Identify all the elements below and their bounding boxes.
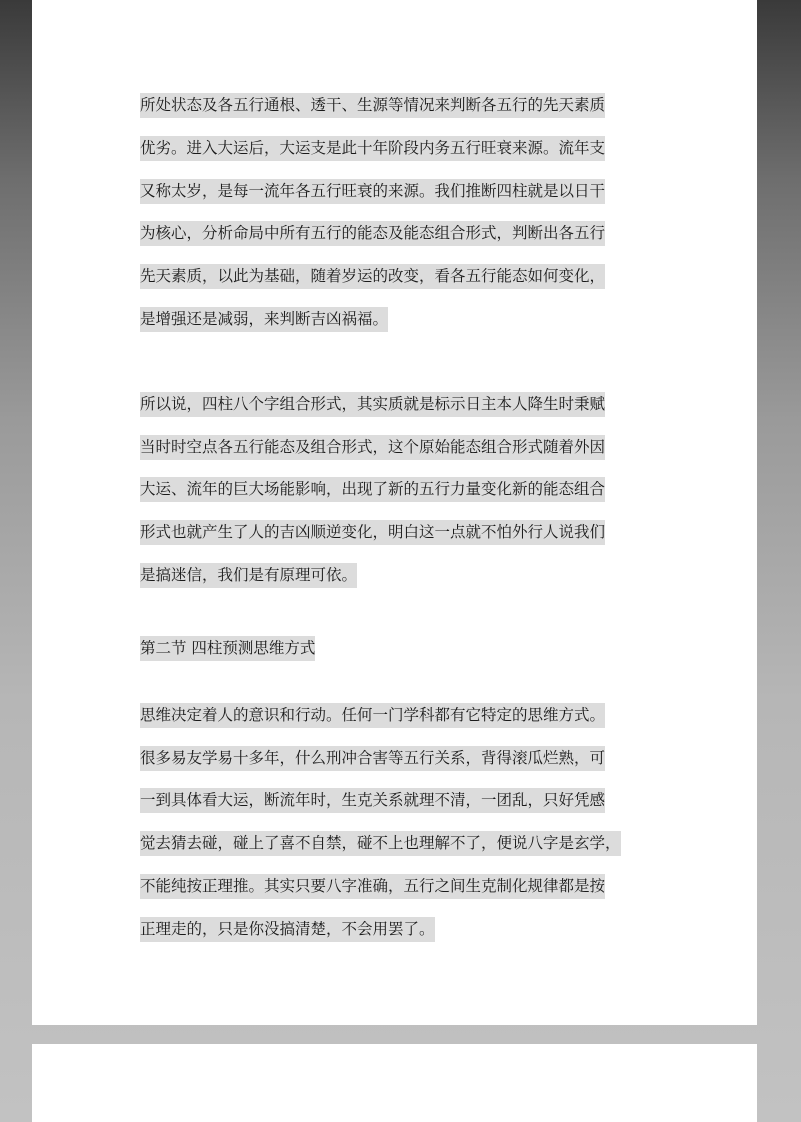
- paragraph-2: [140, 386, 660, 600]
- paragraph-1: [140, 87, 660, 344]
- text-line: 思维决定着人的意识和行动。任何一门学科都有它特定的思维方式。: [140, 703, 605, 728]
- document-page-1: [32, 0, 757, 1025]
- document-page-2: [32, 1044, 757, 1122]
- text-line: 所以说，四柱八个字组合形式，其实质就是标示日主本人降生时秉赋: [140, 392, 605, 417]
- text-line: 形式也就产生了人的吉凶顺逆变化，明白这一点就不怕外行人说我们: [140, 520, 605, 545]
- text-line: 不能纯按正理推。其实只要八字准确，五行之间生克制化规律都是按: [140, 874, 605, 899]
- text-line: 优劣。进入大运后，大运支是此十年阶段内务五行旺衰来源。流年支: [140, 136, 605, 161]
- heading-text: 第二节 四柱预测思维方式: [140, 636, 315, 661]
- paragraph-3: [140, 697, 660, 954]
- text-line: 一到具体看大运，断流年时，生克关系就理不清，一团乱，只好凭感: [140, 788, 605, 813]
- text-line: 又称太岁，是每一流年各五行旺衰的来源。我们推断四柱就是以日干: [140, 179, 605, 204]
- text-line: 觉去猜去碰，碰上了喜不自禁，碰不上也理解不了，便说八字是玄学，: [140, 831, 621, 856]
- text-line: 为核心，分析命局中所有五行的能态及能态组合形式，判断出各五行: [140, 221, 605, 246]
- text-line: 先天素质，以此为基础，随着岁运的改变，看各五行能态如何变化，: [140, 264, 605, 289]
- text-line: 正理走的，只是你没搞清楚，不会用罢了。: [140, 917, 435, 942]
- text-line: 很多易友学易十多年，什么刑冲合害等五行关系，背得滚瓜烂熟，可: [140, 746, 605, 771]
- section-heading: [140, 636, 660, 661]
- text-line: 所处状态及各五行通根、透干、生源等情况来判断各五行的先天素质: [140, 93, 605, 118]
- text-line: 是增强还是减弱，来判断吉凶祸福。: [140, 307, 388, 332]
- text-line: 是搞迷信，我们是有原理可依。: [140, 563, 357, 588]
- text-line: 大运、流年的巨大场能影响，出现了新的五行力量变化新的能态组合: [140, 477, 605, 502]
- page-content: [140, 87, 660, 954]
- text-line: 当时时空点各五行能态及组合形式，这个原始能态组合形式随着外因: [140, 435, 605, 460]
